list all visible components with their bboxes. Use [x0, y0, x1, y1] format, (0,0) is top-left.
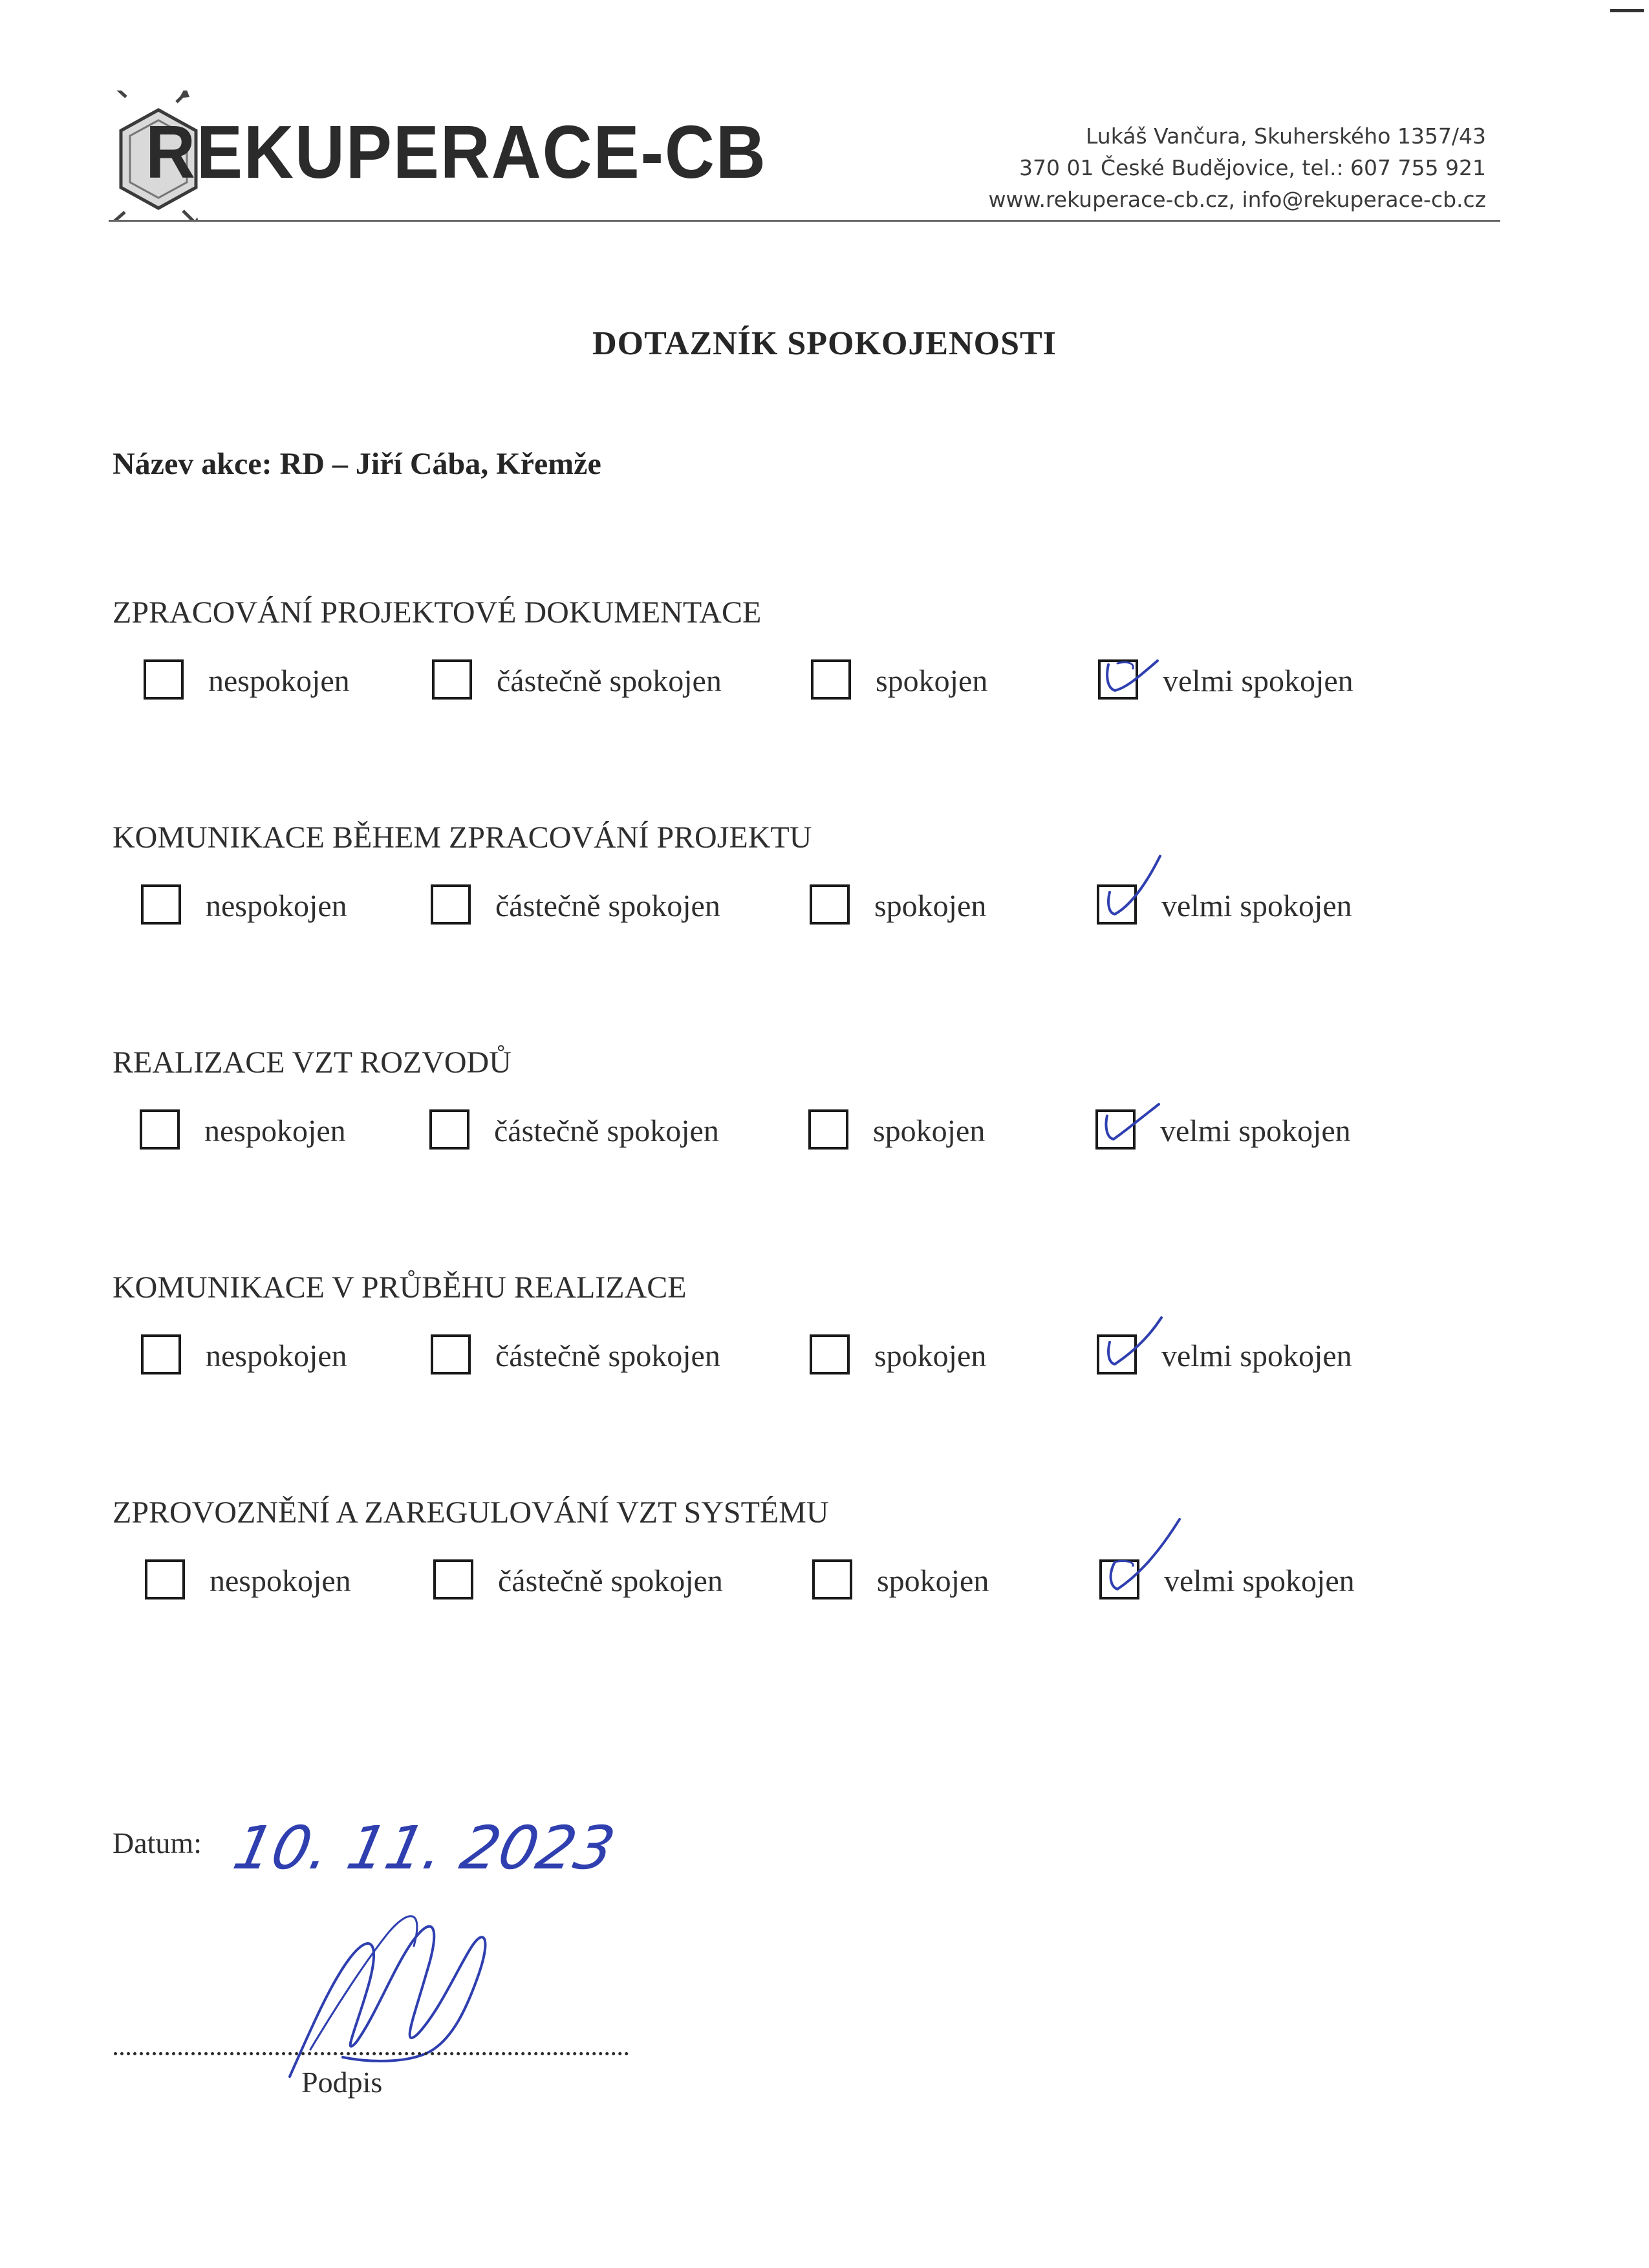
event-name: Název akce: RD – Jiří Cába, Křemže [113, 447, 601, 481]
question-section [113, 820, 1535, 962]
option-label: velmi spokojen [1160, 1114, 1351, 1148]
option-label: nespokojen [206, 889, 347, 923]
option-label: spokojen [874, 889, 987, 923]
company-address-line-1: Lukáš Vančura, Skuherského 1357/43 [1086, 123, 1486, 149]
question-section [113, 595, 1535, 737]
question-section [113, 1045, 1535, 1187]
option-label: velmi spokojen [1163, 664, 1353, 698]
scan-edge-mark [1610, 9, 1644, 12]
section-heading: ZPROVOZNĚNÍ A ZAREGULOVÁNÍ VZT SYSTÉMU [113, 1495, 829, 1530]
checkbox[interactable] [431, 1334, 471, 1375]
date-value-text: 10. 11. 2023 [227, 1813, 621, 1883]
option-label: nespokojen [208, 664, 350, 698]
checkbox[interactable] [145, 1559, 185, 1599]
option-label: velmi spokojen [1164, 1564, 1355, 1598]
checkbox[interactable] [429, 1109, 469, 1150]
question-section [113, 1270, 1535, 1412]
section-heading: KOMUNIKACE V PRŮBĚHU REALIZACE [113, 1270, 687, 1305]
checkbox[interactable] [810, 1334, 850, 1375]
option-label: spokojen [873, 1114, 986, 1148]
company-web-email: www.rekuperace-cb.cz, info@rekuperace-cb.cz [988, 187, 1486, 212]
option-label: nespokojen [206, 1339, 347, 1373]
signature-label: Podpis [301, 2066, 383, 2099]
option-label: spokojen [877, 1564, 989, 1598]
checkbox[interactable] [812, 1559, 852, 1599]
signature-line [114, 2052, 629, 2055]
checkbox[interactable] [431, 884, 471, 925]
section-heading: KOMUNIKACE BĚHEM ZPRACOVÁNÍ PROJEKTU [113, 820, 812, 855]
option-label: velmi spokojen [1161, 889, 1352, 923]
checkbox[interactable] [432, 659, 472, 700]
logo-wordmark: REKUPERACE-CB [146, 110, 767, 194]
checkbox[interactable] [141, 1334, 181, 1375]
section-heading: ZPRACOVÁNÍ PROJEKTOVÉ DOKUMENTACE [113, 595, 762, 630]
checkbox[interactable] [810, 884, 850, 925]
option-label: spokojen [876, 664, 988, 698]
option-label: nespokojen [204, 1114, 346, 1148]
option-label: částečně spokojen [497, 664, 722, 698]
header-divider [109, 220, 1500, 222]
checkbox[interactable] [811, 659, 851, 700]
company-logo [107, 91, 767, 220]
date-label: Datum: [113, 1826, 202, 1859]
option-label: částečně spokojen [495, 889, 720, 923]
company-contact-block [989, 120, 1487, 215]
checkbox[interactable] [141, 884, 181, 925]
option-label: částečně spokojen [495, 1339, 720, 1373]
section-heading: REALIZACE VZT ROZVODŮ [113, 1045, 512, 1080]
question-section [113, 1495, 1535, 1637]
handwritten-date [227, 1797, 621, 1901]
option-label: nespokojen [210, 1564, 351, 1598]
document-title: DOTAZNÍK SPOKOJENOSTI [592, 325, 1057, 362]
checkbox[interactable] [144, 659, 184, 700]
checkbox[interactable] [808, 1109, 848, 1150]
option-label: velmi spokojen [1161, 1339, 1352, 1373]
checkbox[interactable] [140, 1109, 180, 1150]
company-address-line-2: 370 01 České Budějovice, tel.: 607 755 921 [1019, 155, 1486, 180]
option-label: částečně spokojen [494, 1114, 719, 1148]
option-label: spokojen [874, 1339, 987, 1373]
checkbox[interactable] [433, 1559, 473, 1599]
option-label: částečně spokojen [498, 1564, 723, 1598]
